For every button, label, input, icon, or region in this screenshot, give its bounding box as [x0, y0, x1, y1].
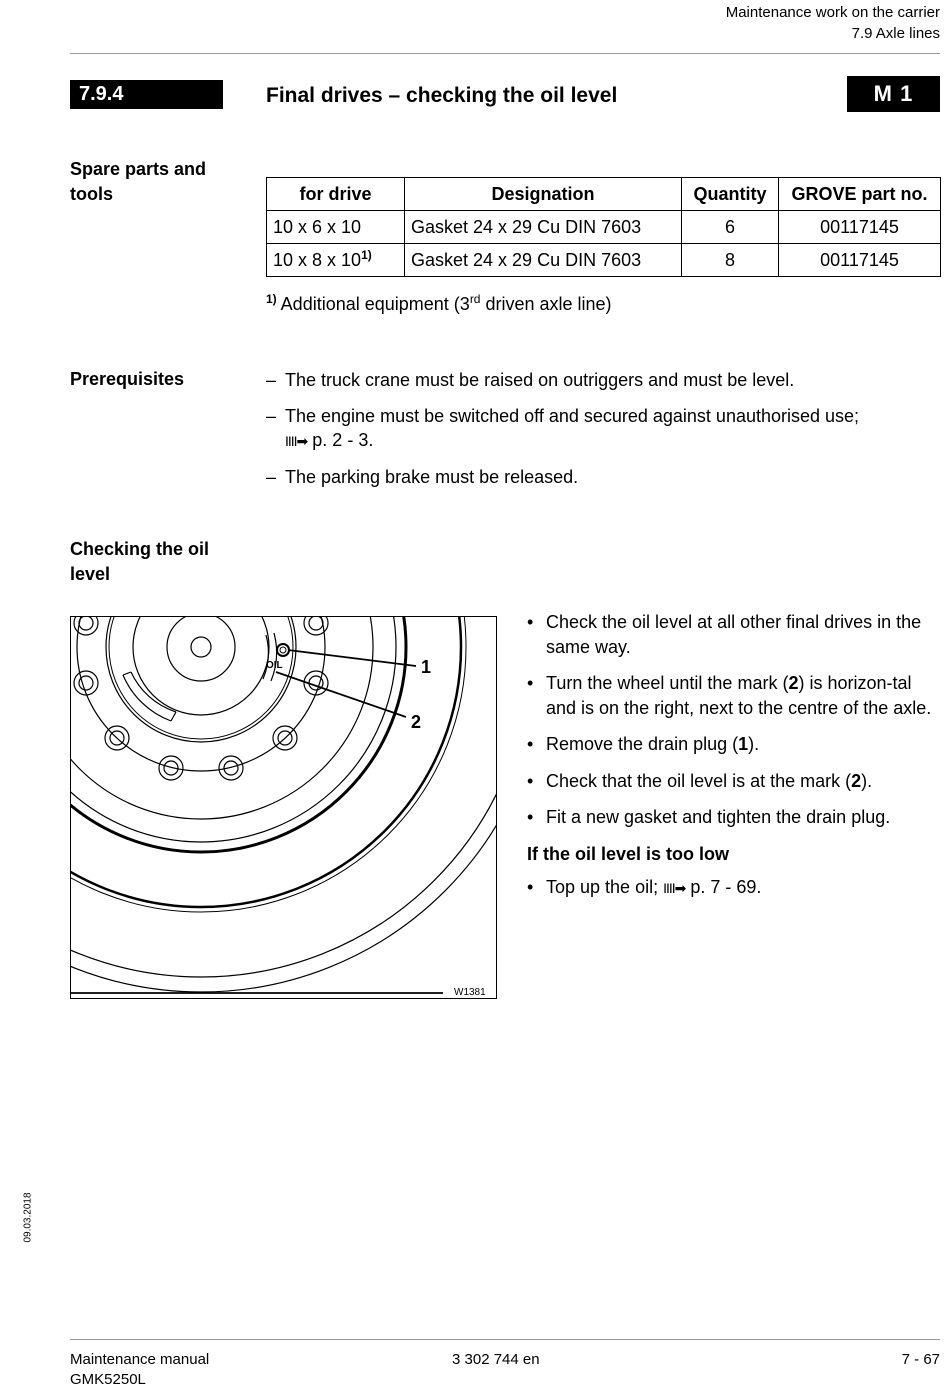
checking-heading: Checking the oil level	[70, 539, 210, 584]
footnote-marker: 1)	[266, 292, 277, 306]
header-section: 7.9 Axle lines	[851, 25, 940, 42]
cell-designation: Gasket 24 x 29 Cu DIN 7603	[405, 244, 682, 277]
cross-reference[interactable]: p. 2 - 3.	[307, 430, 374, 450]
cross-reference[interactable]: p. 7 - 69.	[685, 877, 762, 897]
list-item: • Turn the wheel until the mark (2) is horizon-tal and is on the right, next to the centre of the axle.	[527, 673, 932, 718]
figure-id: W1381	[454, 987, 486, 998]
oil-mark-label: OIL	[266, 660, 283, 671]
table-footnote: $^{1)}$ Additional equipment (3rd driven axle line)	[266, 292, 612, 314]
callout-1: 1	[421, 657, 432, 677]
cell-drive: 10 x 8 x 10$^{1)}$	[267, 244, 405, 277]
print-date: 09.03.2018	[22, 1192, 34, 1243]
footer-manual: Maintenance manual	[70, 1351, 210, 1368]
callout-2: 2	[411, 712, 422, 732]
footer-page-number: 7 - 67	[901, 1351, 940, 1368]
spare-parts-table	[266, 177, 941, 277]
header-chapter: Maintenance work on the carrier	[725, 4, 940, 21]
list-item: – The truck crane must be raised on outriggers and must be level.	[266, 370, 795, 390]
cell-drive: 10 x 6 x 10	[267, 211, 405, 244]
column-header-drive: for drive	[267, 178, 405, 211]
prerequisites-list	[266, 368, 942, 489]
cell-quantity: 8	[682, 244, 779, 277]
cross-reference-arrow-icon: IIII➡	[285, 433, 308, 449]
spare-parts-heading: Spare parts and tools	[70, 159, 207, 204]
checking-steps	[527, 610, 942, 913]
column-header-designation: Designation	[405, 178, 682, 211]
low-oil-heading: If the oil level is too low	[527, 843, 730, 864]
section-number: 7.9.4	[70, 80, 223, 109]
list-item: • Check that the oil level is at the mark (2).	[527, 770, 873, 791]
footer-rule	[70, 1339, 940, 1340]
cell-designation: Gasket 24 x 29 Cu DIN 7603	[405, 211, 682, 244]
list-item: – The engine must be switched off and secured against unauthorised use; IIII➡ p. 2 - 3.	[266, 406, 860, 450]
cell-quantity: 6	[682, 211, 779, 244]
page-title: Final drives – checking the oil level	[266, 84, 618, 107]
maintenance-interval-badge: M 1	[847, 76, 940, 112]
wheel-hub-figure	[70, 616, 497, 999]
table-row	[267, 244, 941, 277]
table-header-row	[267, 178, 941, 211]
cell-part-no: 00117145	[779, 244, 941, 277]
list-item: • Check the oil level at all other final drives in the same way.	[527, 612, 922, 657]
wheel-hub-drawing	[71, 617, 497, 999]
list-item: – The parking brake must be released.	[266, 467, 579, 487]
table-row	[267, 211, 941, 244]
footer-doc-number: 3 302 744 en	[452, 1351, 540, 1368]
header-rule	[70, 53, 940, 54]
cross-reference-arrow-icon: IIII➡	[663, 880, 686, 896]
prerequisites-heading: Prerequisites	[70, 369, 185, 389]
column-header-part-no: GROVE part no.	[779, 178, 941, 211]
column-header-quantity: Quantity	[682, 178, 779, 211]
cell-part-no: 00117145	[779, 211, 941, 244]
list-item: • Top up the oil; IIII➡ p. 7 - 69.	[527, 877, 762, 897]
footer-model: GMK5250L	[70, 1371, 146, 1388]
list-item: • Remove the drain plug (1).	[527, 734, 760, 754]
list-item: • Fit a new gasket and tighten the drain plug.	[527, 807, 891, 827]
